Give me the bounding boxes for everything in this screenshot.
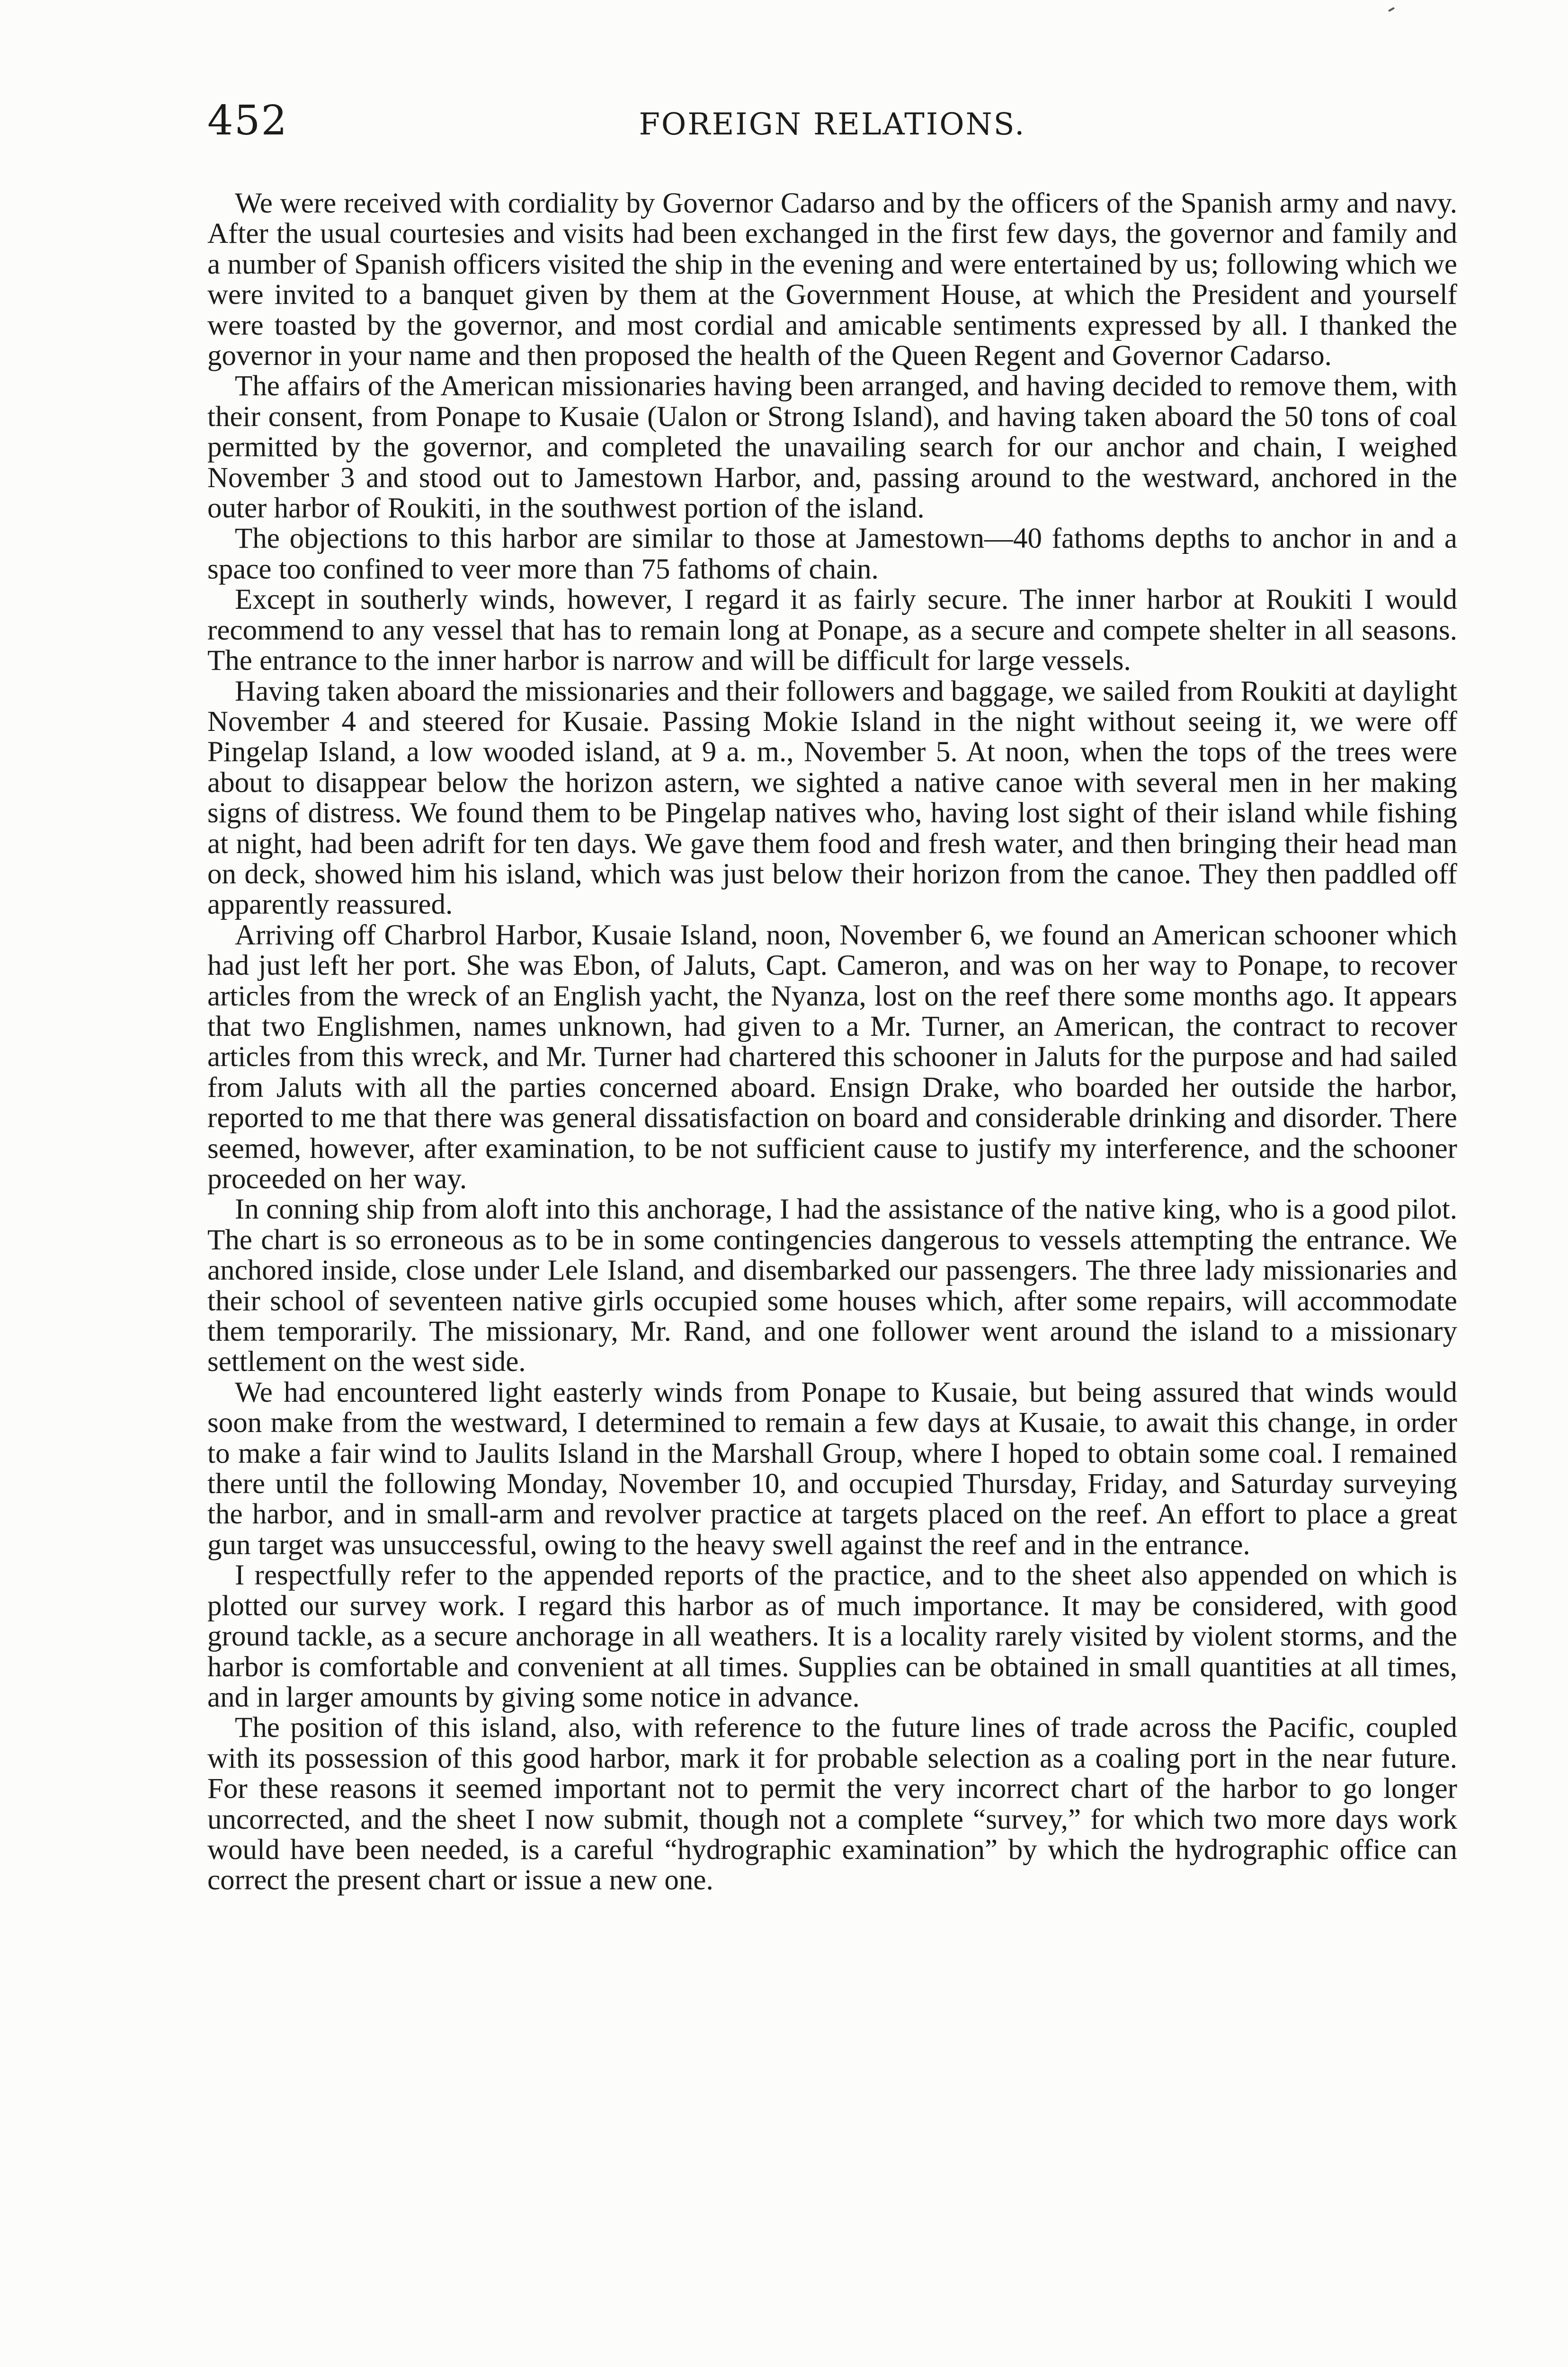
paragraph-canoe-rescue: Having taken aboard the missionaries and their followers and baggage, we sailed from Roukiti at daylight November 4 and steered for Kusaie. Passing Mokie Island in the night without seeing it, we were off Pingelap Island, a low wooded island, at 9 a. m., November 5. At noon, when the tops of the trees were about to disappear below the horizon astern, we sighted a native canoe with several men in her making signs of distress. We found them to be Pingelap natives who, having lost sight of their island while fishing at night, had been adrift for ten days. We gave them food and fresh water, and then bringing their head man on deck, showed him his island, which was just below their horizon from the canoe. They then paddled off apparently reassured. (207, 675, 1457, 921)
running-head: FOREIGN RELATIONS. (639, 107, 1026, 142)
paragraph-schooner: Arriving off Charbrol Harbor, Kusaie Island, noon, November 6, we found an American schooner which had just left her port. She was Ebon, of Jaluts, Capt. Cameron, and was on her way to Ponape, to recover articles from the wreck of an English yacht, the Nyanza, lost on the reef there some months ago. It appears that two Englishmen, names unknown, had given to a Mr. Turner, an American, the contract to recover articles from this wreck, and Mr. Turner had chartered this schooner in Jaluts for the purpose and had sailed from Jaluts with all the parties concerned aboard. Ensign Drake, who boarded her outside the harbor, reported to me that there was general dissatisfaction on board and considerable drinking and disorder. There seemed, however, after examination, to be not sufficient cause to justify my interference, and the schooner proceeded on her way. (207, 919, 1457, 1195)
paragraph-inner-harbor: Except in southerly winds, however, I regard it as fairly secure. The inner harbor at Roukiti I would recommend to any vessel that has to remain long at Ponape, as a secure and compete shelter in all seasons. The entrance to the inner harbor is narrow and will be difficult for large vessels. (207, 584, 1457, 677)
paragraph-missionaries: The affairs of the American missionaries having been arranged, and having decided to remove them, with their consent, from Ponape to Kusaie (Ualon or Strong Island), and having taken aboard the 50 tons of coal permitted by the governor, and completed the unavailing search for our anchor and chain, I weighed November 3 and stood out to Jamestown Harbor, and, passing around to the westward, anchored in the outer harbor of Roukiti, in the southwest portion of the island. (207, 370, 1457, 525)
page-number: 452 (207, 97, 288, 144)
paragraph-survey-reports: I respectfully refer to the appended reports of the practice, and to the sheet also appended on which is plotted our survey work. I regard this harbor as of much importance. It may be considered, with good ground tackle, as a secure anchorage in all weathers. It is a locality rarely visited by violent storms, and the harbor is comfortable and convenient at all times. Supplies can be obtained in small quantities at all times, and in larger amounts by giving some notice in advance. (207, 1559, 1457, 1713)
paragraph-harbor-objections: The objections to this harbor are similar to those at Jamestown—40 fathoms depths to anchor in and a space too confined to veer more than 75 fathoms of chain. (207, 523, 1457, 585)
paragraph-anchorage: In conning ship from aloft into this anchorage, I had the assistance of the native king, who is a good pilot. The chart is so erroneous as to be in some contingencies dangerous to vessels attempting the entrance. We anchored inside, close under Lele Island, and disembarked our passengers. The three lady missionaries and their school of seventeen native girls occupied some houses which, after some repairs, will accommodate them temporarily. The missionary, Mr. Rand, and one follower went around the island to a missionary settlement on the west side. (207, 1193, 1457, 1378)
stray-mark-top (1388, 7, 1395, 12)
page-header (207, 95, 1457, 147)
paragraph-kusaie-stay: We had encountered light easterly winds from Ponape to Kusaie, but being assured that winds would soon make from the westward, I determined to remain a few days at Kusaie, to await this change, in order to make a fair wind to Jaulits Island in the Marshall Group, where I hoped to obtain some coal. I remained there until the following Monday, November 10, and occupied Thursday, Friday, and Saturday surveying the harbor, and in small-arm and revolver practice at targets placed on the reef. An effort to place a great gun target was unsuccessful, owing to the heavy swell against the reef and in the entrance. (207, 1376, 1457, 1561)
paragraph-coaling-port: The position of this island, also, with reference to the future lines of trade across the Pacific, coupled with its possession of this good harbor, mark it for probable selection as a coaling port in the near future. For these reasons it seemed important not to permit the very incorrect chart of the harbor to go longer uncorrected, and the sheet I now submit, though not a complete “survey,” for which two more days work would have been needed, is a careful “hydrographic examination” by which the hydrographic office can correct the present chart or issue a new one. (207, 1712, 1457, 1896)
body-text (207, 188, 1457, 1896)
paragraph-reception: We were received with cordiality by Governor Cadarso and by the officers of the Spanish army and navy. After the usual courtesies and visits had been exchanged in the first few days, the governor and family and a number of Spanish officers visited the ship in the evening and were entertained by us; following which we were invited to a banquet given by them at the Government House, at which the President and yourself were toasted by the governor, and most cordial and amicable sentiments expressed by all. I thanked the governor in your name and then proposed the health of the Queen Regent and Governor Cadarso. (207, 187, 1457, 372)
